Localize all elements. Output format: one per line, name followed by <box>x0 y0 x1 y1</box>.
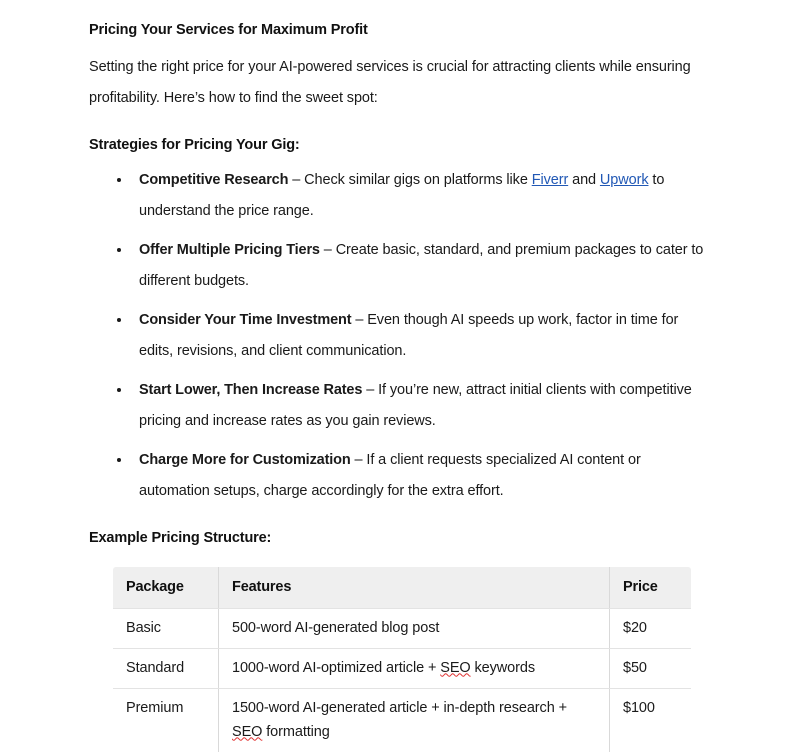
bullet-dash: – <box>319 241 336 258</box>
features-text: 1500-word AI-generated article + in-depth research + <box>232 699 567 716</box>
features-text: 1000-word AI-optimized article + <box>232 659 441 676</box>
features-text: formatting <box>262 723 330 740</box>
bullet-dash: – <box>351 311 368 328</box>
bullet-dash: – <box>362 381 379 398</box>
cell-package: Standard <box>113 648 219 688</box>
features-text: keywords <box>470 659 535 676</box>
strategies-list <box>89 165 714 507</box>
pricing-table-wrapper <box>112 566 692 753</box>
pricing-table <box>112 566 692 753</box>
bullet-term: Consider Your Time Investment <box>139 311 352 328</box>
strategies-heading: Strategies for Pricing Your Gig: <box>89 136 300 153</box>
cell-price: $100 <box>623 699 655 716</box>
bullet-text-segment: Create basic, standard, and premium packages to cater to different budgets. <box>139 241 704 289</box>
bullet-text-segment: If a client requests specialized AI content or automation setups, charge accordingly for the extra effort. <box>139 451 641 499</box>
bullet-term: Charge More for Customization <box>139 451 351 468</box>
cell-package: Basic <box>113 608 219 648</box>
bullet-text-segment: Even though AI speeds up work, factor in time for edits, revisions, and client communication. <box>139 311 679 359</box>
page-title: Pricing Your Services for Maximum Profit <box>89 22 368 38</box>
table-row <box>113 608 692 648</box>
table-header-row <box>113 566 692 608</box>
cell-price: $50 <box>610 648 692 688</box>
list-item <box>89 305 714 367</box>
link-fiverr[interactable]: Fiverr <box>531 171 569 188</box>
bullet-term: Competitive Research <box>139 171 289 188</box>
table-row <box>113 688 692 752</box>
bullet-text-segment: If you’re new, attract initial clients with competitive pricing and increase rates as you gain reviews. <box>139 381 692 429</box>
misspelled-word: SEO <box>440 659 471 676</box>
bullet-dash: – <box>350 451 367 468</box>
bullet-dash: – <box>288 171 305 188</box>
list-item <box>89 445 714 507</box>
cell-features <box>219 648 610 688</box>
bullet-term: Offer Multiple Pricing Tiers <box>139 241 320 258</box>
misspelled-word: SEO <box>232 723 263 740</box>
document-body <box>89 0 714 753</box>
column-header-price: Price <box>610 566 692 608</box>
intro-paragraph: Setting the right price for your AI-powered services is crucial for attracting clients while ensuring profitability. Here’s how to find the sweet spot: <box>89 58 691 106</box>
list-item <box>89 235 714 297</box>
list-item <box>89 375 714 437</box>
column-header-features: Features <box>219 566 610 608</box>
list-item <box>89 165 714 227</box>
cell-features <box>219 688 610 752</box>
bullet-text-segment: Check similar gigs on platforms like <box>304 171 532 188</box>
cell-package: Premium <box>113 688 219 752</box>
bullet-text-segment: to understand the price range. <box>139 171 665 219</box>
cell-price: $20 <box>610 608 692 648</box>
bullet-term: Start Lower, Then Increase Rates <box>139 381 363 398</box>
column-header-package: Package <box>113 566 219 608</box>
cell-features <box>219 608 610 648</box>
link-upwork[interactable]: Upwork <box>599 171 649 188</box>
table-row <box>113 648 692 688</box>
bullet-text-segment: and <box>568 171 600 188</box>
pricing-structure-heading: Example Pricing Structure: <box>89 529 272 546</box>
features-text: 500-word AI-generated blog post <box>232 619 440 636</box>
